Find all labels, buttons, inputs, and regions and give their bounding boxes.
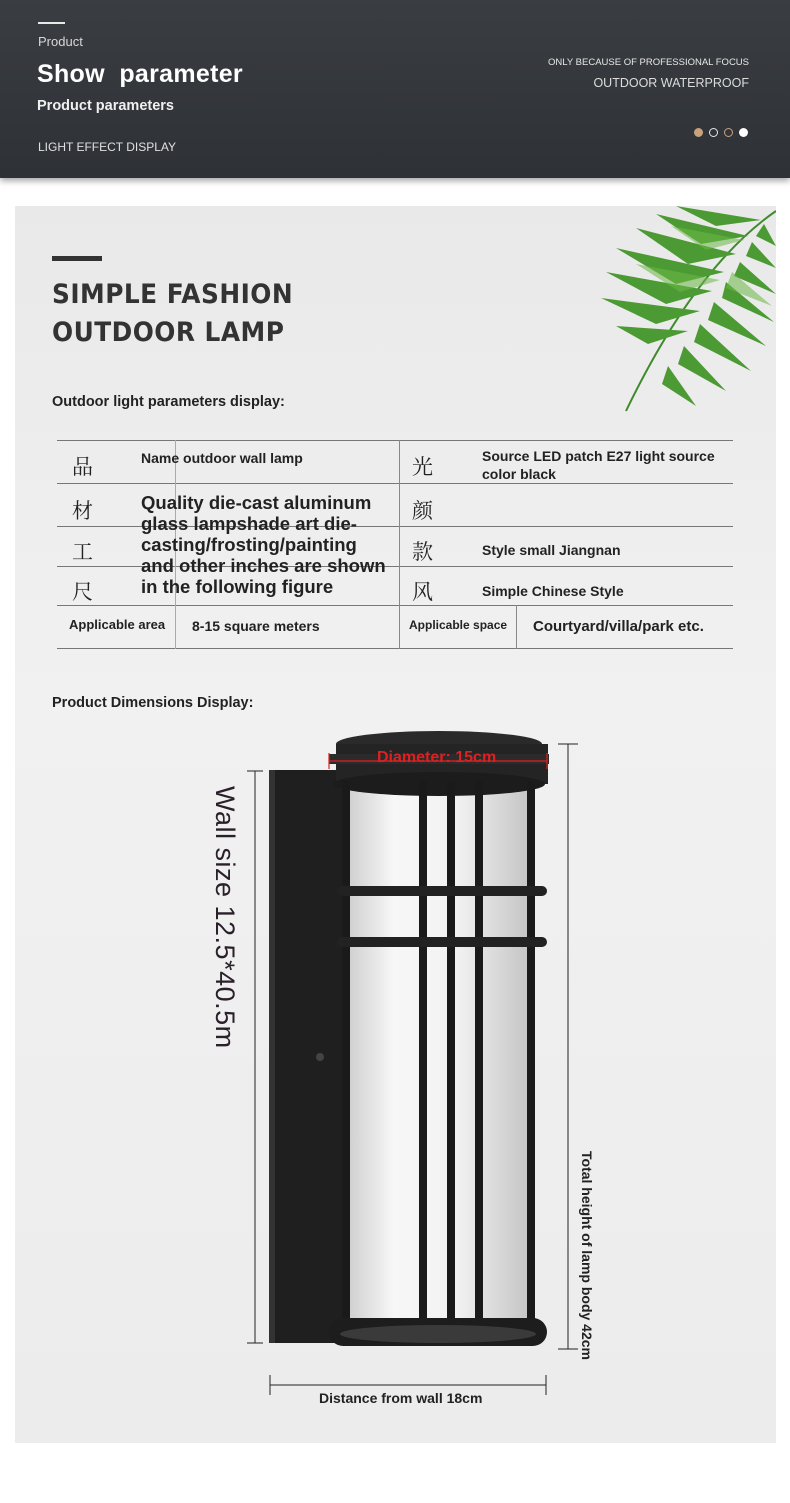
wall-size-label: Wall size 12.5*40.5m <box>210 786 240 1049</box>
carousel-dot-2[interactable] <box>709 128 718 137</box>
lamp-diagram <box>15 206 776 1443</box>
material-craft-description: Quality die-cast aluminum glass lampshade art die-casting/frosting/painting and other inches are shown in the following figure <box>141 492 386 597</box>
glass-shade <box>348 781 530 1331</box>
design-style-value: Simple Chinese Style <box>482 583 624 599</box>
carousel-dots <box>694 128 748 137</box>
applicable-space-label: Applicable space <box>409 618 508 632</box>
cn-char-wind: 风 <box>412 580 433 604</box>
distance-label: Distance from wall 18cm <box>319 1390 483 1406</box>
header-banner <box>0 0 790 178</box>
mounting-screw <box>316 1053 324 1061</box>
dims-label: Product Dimensions Display: <box>52 695 254 711</box>
waterproof-label: OUTDOOR WATERPROOF <box>593 76 749 90</box>
applicable-area-label: Applicable area <box>69 617 166 632</box>
product-label: Product <box>38 34 83 49</box>
params-label: Outdoor light parameters display: <box>52 394 285 410</box>
page-subtitle: Product parameters <box>37 98 174 114</box>
cn-char-light: 光 <box>412 455 433 479</box>
cn-char-material: 材 <box>72 499 93 523</box>
applicable-space-value: Courtyard/villa/park etc. <box>533 618 704 635</box>
cn-char-style: 款 <box>412 540 433 564</box>
parameters-panel <box>15 206 776 1443</box>
page-title: Show parameter <box>37 60 243 88</box>
cn-char-color: 颜 <box>412 499 433 523</box>
style-value: Style small Jiangnan <box>482 542 621 558</box>
wall-plate <box>269 770 342 1343</box>
applicable-area-value: 8-15 square meters <box>192 618 320 634</box>
cn-char-size: 尺 <box>72 580 93 604</box>
name-value: Name outdoor wall lamp <box>141 450 303 466</box>
carousel-dot-3[interactable] <box>724 128 733 137</box>
header-dash <box>38 22 65 24</box>
cn-char-craft: 工 <box>72 540 93 564</box>
total-height-label: Total height of lamp body 42cm <box>579 1151 595 1360</box>
effect-label: LIGHT EFFECT DISPLAY <box>38 140 177 154</box>
diameter-label: Diameter: 15cm <box>377 749 497 766</box>
source-value-line-1: Source LED patch E27 light source <box>482 448 715 464</box>
carousel-dot-1[interactable] <box>694 128 703 137</box>
cn-char-name: 品 <box>72 455 93 479</box>
focus-label: ONLY BECAUSE OF PROFESSIONAL FOCUS <box>548 57 749 68</box>
headline-line-1: SIMPLE FASHION <box>52 279 294 310</box>
carousel-dot-4[interactable] <box>739 128 748 137</box>
headline-line-2: OUTDOOR LAMP <box>52 317 285 348</box>
source-value-line-2: color black <box>482 466 556 482</box>
